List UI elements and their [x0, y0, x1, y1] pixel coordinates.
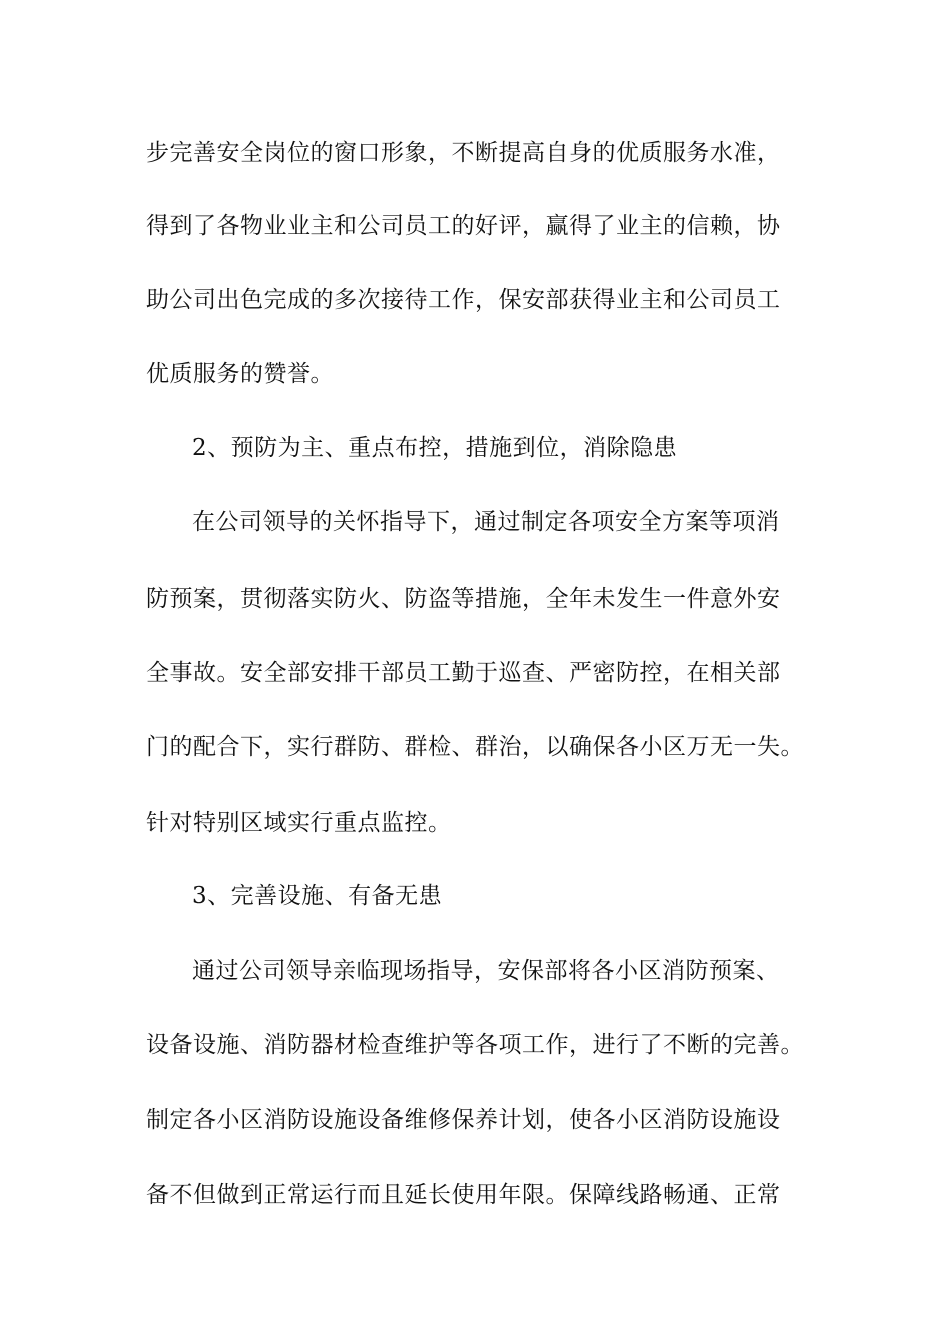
text-line: 全事故。安全部安排干部员工勤于巡查、严密防控，在相关部	[146, 660, 781, 686]
text-line: 设备设施、消防器材检查维护等各项工作，进行了不断的完善。	[146, 1032, 804, 1058]
text-line: 门的配合下，实行群防、群检、群治，以确保各小区万无一失。	[146, 734, 804, 760]
text-line: 针对特别区域实行重点监控。	[146, 810, 452, 836]
section-heading: 3、完善设施、有备无患	[192, 883, 443, 909]
text-line: 优质服务的赞誉。	[146, 361, 334, 387]
text-line: 防预案，贯彻落实防火、防盗等措施，全年未发生一件意外安	[146, 586, 781, 612]
section-heading: 2、预防为主、重点布控，措施到位，消除隐患	[192, 435, 678, 461]
text-line: 助公司出色完成的多次接待工作，保安部获得业主和公司员工	[146, 287, 781, 313]
text-line: 备不但做到正常运行而且延长使用年限。保障线路畅通、正常	[146, 1182, 781, 1208]
text-line: 步完善安全岗位的窗口形象，不断提高自身的优质服务水准，	[146, 140, 781, 166]
text-line: 在公司领导的关怀指导下，通过制定各项安全方案等项消	[192, 509, 780, 535]
text-line: 制定各小区消防设施设备维修保养计划，使各小区消防设施设	[146, 1107, 781, 1133]
text-line: 通过公司领导亲临现场指导，安保部将各小区消防预案、	[192, 958, 780, 984]
text-line: 得到了各物业业主和公司员工的好评，赢得了业主的信赖，协	[146, 213, 781, 239]
